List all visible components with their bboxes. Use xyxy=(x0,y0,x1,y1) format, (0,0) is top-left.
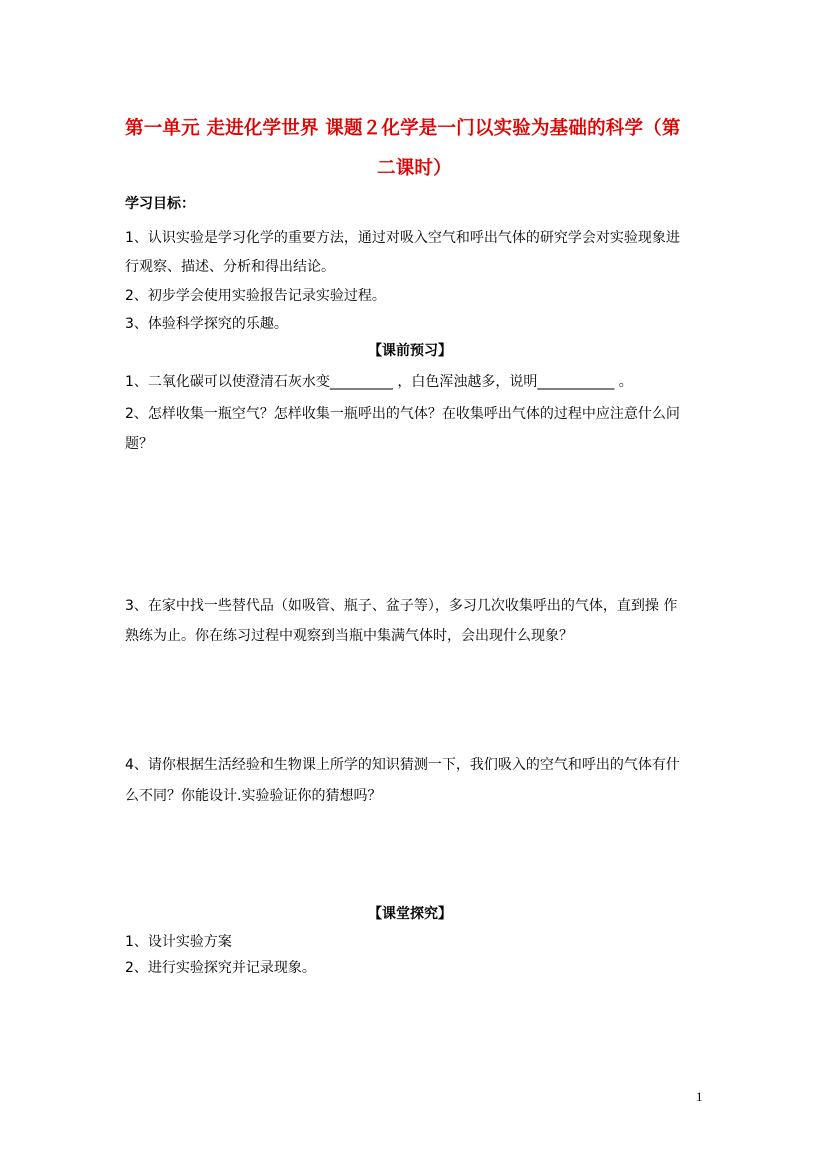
objectives-heading: 学习目标： xyxy=(125,196,195,212)
objective-2: 2、初步学会使用实验报告记录实验过程。 xyxy=(125,288,386,304)
preview-question-4-line-2: 么不同？你能设计.实验验证你的猜想吗？ xyxy=(125,788,382,804)
objective-1-line-2: 行观察、描述、分析和得出结论。 xyxy=(125,259,335,275)
preview-question-4-line-1: 4、请你根据生活经验和生物课上所学的知识猜测一下，我们吸入的空气和呼出的气体有什 xyxy=(125,757,680,773)
page-number: 1 xyxy=(696,1089,703,1104)
title-line-2: 二课时） xyxy=(377,158,452,179)
objective-1-line-1: 1、认识实验是学习化学的重要方法，通过对吸入空气和呼出气体的研究学会对实验现象进 xyxy=(125,230,680,246)
preview-question-2-line-1: 2、怎样收集一瓶空气？怎样收集一瓶呼出的气体？在收集呼出气体的过程中应注意什么问 xyxy=(125,406,680,422)
preview-question-1: 1、二氧化碳可以使澄清石灰水变_________ ，白色浑浊越多，说明___________ 。 xyxy=(125,374,633,390)
title-line-1: 第一单元 走进化学世界 课题２化学是一门以实验为基础的科学（第 xyxy=(125,118,681,139)
classroom-item-2: 2、进行实验探究并记录现象。 xyxy=(125,960,316,976)
preview-question-2-line-2: 题？ xyxy=(125,436,153,452)
classroom-item-1: 1、设计实验方案 xyxy=(125,934,232,950)
preview-heading: 【课前预习】 xyxy=(368,343,452,359)
preview-question-3-line-2: 熟练为止。你在练习过程中观察到当瓶中集满气体时，会出现什么现象？ xyxy=(125,628,573,644)
objective-3: 3、体验科学探究的乐趣。 xyxy=(125,316,288,332)
preview-question-3-line-1: 3、在家中找一些替代品（如吸管、瓶子、盆子等），多习几次收集呼出的气体，直到操 作 xyxy=(125,598,678,614)
classroom-heading: 【课堂探究】 xyxy=(368,906,452,922)
